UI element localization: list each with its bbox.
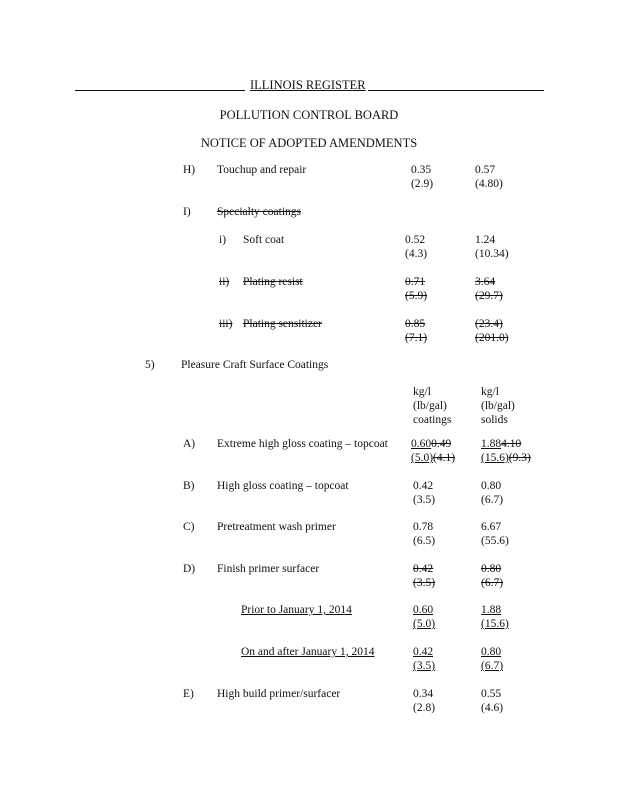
coatings-value: 0.34 [413,688,434,700]
solids-value: (23.4) [475,318,503,330]
coatings-value [411,437,451,451]
coatings-value: 0.42 [413,563,434,575]
header-rule-left [75,90,245,91]
coatings-value: 0.35 [411,164,432,176]
solids-value-lbgal: (201.0) [475,332,509,344]
solids-value-lbgal: (4.80) [475,178,503,190]
row-name: Plating resist [243,276,303,288]
section-number: 5) [145,359,155,371]
solids-value: 6.67 [481,521,502,533]
row-name: Specialty coatings [217,206,301,218]
row-label: A) [183,438,196,450]
coatings-value-lbgal: (3.5) [413,660,436,672]
coatings-value: 0.42 [413,480,434,492]
row-name: Touchup and repair [217,164,307,176]
row-label: C) [183,521,195,533]
row-name: Plating sensitizer [243,318,322,330]
coatings-value-lbgal: (3.5) [413,494,436,506]
solids-unit-basis: solids [481,414,508,426]
row-label: B) [183,480,195,492]
coatings-unit-lbgal: (lb/gal) [413,400,447,412]
coatings-value: 0.71 [405,276,426,288]
coatings-value-lbgal: (2.8) [413,702,436,714]
deleted-value: (4.1) [433,452,456,464]
solids-value-lbgal: (55.6) [481,535,509,547]
solids-unit-lbgal: (lb/gal) [481,400,515,412]
solids-value: 0.55 [481,688,502,700]
notice-title: NOTICE OF ADOPTED AMENDMENTS [200,136,418,150]
board-name: POLLUTION CONTROL BOARD [219,108,399,122]
deleted-value: (9.3) [508,452,531,464]
row-label: D) [183,563,196,575]
solids-value: 0.57 [475,164,496,176]
row-name: High build primer/surfacer [217,688,341,700]
row-name: On and after January 1, 2014 [241,646,375,658]
coatings-value-lbgal: (7.1) [405,332,428,344]
row-name: Finish primer surfacer [217,563,320,575]
register-title: ILLINOIS REGISTER [250,78,366,92]
row-name: Soft coat [243,234,285,246]
deleted-value: 0.49 [431,438,452,450]
coatings-value: 0.85 [405,318,426,330]
coatings-unit-basis: coatings [413,414,452,426]
row-label: i) [219,234,227,246]
coatings-value-lbgal: (5.9) [405,290,428,302]
row-label: E) [183,688,194,700]
inserted-value: (5.0) [411,452,434,464]
deleted-value: 4.10 [501,438,522,450]
section-title: Pleasure Craft Surface Coatings [181,359,329,371]
solids-value: 1.24 [475,234,496,246]
coatings-unit-kgl: kg/l [413,386,431,398]
solids-unit-kgl: kg/l [481,386,499,398]
solids-value: 0.80 [481,480,502,492]
solids-value-lbgal [481,451,531,465]
coatings-value-lbgal: (4.3) [405,248,428,260]
row-name: Pretreatment wash primer [217,521,336,533]
solids-value-lbgal: (15.6) [481,618,509,630]
solids-value-lbgal: (6.7) [481,660,504,672]
row-label: I) [183,206,191,218]
inserted-value: 0.60 [411,438,432,450]
coatings-value: 0.42 [413,646,434,658]
coatings-value: 0.78 [413,521,434,533]
header-rule-right [368,90,544,91]
solids-value: 3.64 [475,276,496,288]
coatings-value-lbgal: (5.0) [413,618,436,630]
row-label: iii) [219,318,233,330]
coatings-value: 0.52 [405,234,426,246]
coatings-value-lbgal: (2.9) [411,178,434,190]
inserted-value: 1.88 [481,438,502,450]
solids-value-lbgal: (29.7) [475,290,503,302]
solids-value-lbgal: (4.6) [481,702,504,714]
row-name: High gloss coating – topcoat [217,480,349,492]
inserted-value: (15.6) [481,452,509,464]
solids-value [481,437,521,451]
solids-value-lbgal: (6.7) [481,577,504,589]
solids-value: 0.80 [481,563,502,575]
solids-value: 0.80 [481,646,502,658]
row-label: H) [183,164,196,176]
coatings-value-lbgal [411,451,455,465]
coatings-value: 0.60 [413,604,434,616]
row-name: Extreme high gloss coating – topcoat [217,438,388,450]
solids-value: 1.88 [481,604,502,616]
coatings-value-lbgal: (6.5) [413,535,436,547]
coatings-value-lbgal: (3.5) [413,577,436,589]
solids-value-lbgal: (10.34) [475,248,509,260]
row-label: ii) [219,276,230,288]
solids-value-lbgal: (6.7) [481,494,504,506]
row-name: Prior to January 1, 2014 [241,604,352,616]
